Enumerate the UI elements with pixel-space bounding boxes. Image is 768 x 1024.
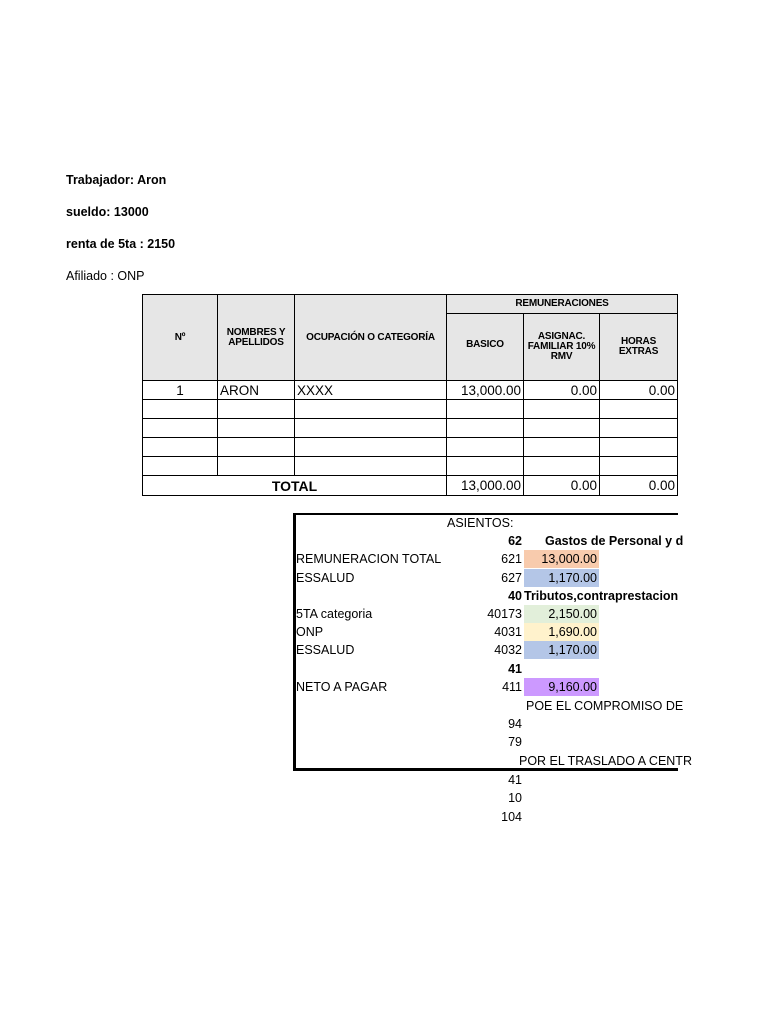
col-header-basico: BASICO xyxy=(446,313,524,381)
entry-amount: 13,000.00 xyxy=(524,550,599,568)
account-code: 104 xyxy=(501,810,522,824)
col-header-asignac: ASIGNAC. FAMILIAR 10% RMV xyxy=(523,313,600,381)
account-code: 40173 xyxy=(487,607,522,621)
entry-amount: 2,150.00 xyxy=(524,605,599,623)
cell-asignac: 0.00 xyxy=(523,380,600,400)
entry-label: 5TA categoria xyxy=(296,607,373,621)
cell-horas: 0.00 xyxy=(599,380,678,400)
asientos-title: ASIENTOS: xyxy=(447,516,514,530)
entry-amount: 1,690.00 xyxy=(524,623,599,641)
entry-label: ONP xyxy=(296,625,324,639)
account-code: 621 xyxy=(501,552,522,566)
account-code: 411 xyxy=(502,680,522,694)
account-code: 627 xyxy=(501,571,522,585)
salary-line: sueldo: 13000 xyxy=(66,205,149,219)
group-header-remuneraciones: REMUNERACIONES xyxy=(446,294,678,314)
fifth-category-tax-line: renta de 5ta : 2150 xyxy=(66,237,176,251)
cell-basico: 13,000.00 xyxy=(446,380,524,400)
account-code: 4032 xyxy=(494,643,522,657)
entry-label: ESSALUD xyxy=(296,571,355,585)
account-description: Tributos,contraprestacion xyxy=(524,589,679,603)
total-label: TOTAL xyxy=(142,475,447,496)
account-code: 94 xyxy=(508,717,522,731)
entry-note: POE EL COMPROMISO DE xyxy=(526,699,684,713)
total-basico: 13,000.00 xyxy=(446,475,524,496)
account-code: 79 xyxy=(508,735,522,749)
total-asignac: 0.00 xyxy=(523,475,600,496)
entry-label: NETO A PAGAR xyxy=(296,680,388,694)
col-header-num: Nº xyxy=(142,294,218,381)
account-code: 41 xyxy=(508,662,522,676)
entry-amount: 9,160.00 xyxy=(524,678,599,696)
cell-num: 1 xyxy=(142,380,218,400)
account-code: 62 xyxy=(508,534,522,548)
entry-amount: 1,170.00 xyxy=(524,569,599,587)
worker-name: Trabajador: Aron xyxy=(66,173,167,187)
entry-amount: 1,170.00 xyxy=(524,641,599,659)
account-description: Gastos de Personal y d xyxy=(545,534,684,548)
total-horas: 0.00 xyxy=(599,475,678,496)
affiliation-line: Afiliado : ONP xyxy=(66,269,145,283)
col-header-ocupacion: OCUPACIÓN O CATEGORÍA xyxy=(294,294,447,381)
account-code: 40 xyxy=(508,589,522,603)
account-code: 10 xyxy=(508,791,522,805)
entry-label: REMUNERACION TOTAL xyxy=(296,552,442,566)
entry-note: POR EL TRASLADO A CENTR xyxy=(519,754,692,768)
col-header-horas: HORAS EXTRAS xyxy=(599,313,678,381)
account-code: 4031 xyxy=(494,625,522,639)
account-code: 41 xyxy=(508,773,522,787)
cell-ocupacion: XXXX xyxy=(294,380,447,400)
entry-label: ESSALUD xyxy=(296,643,355,657)
cell-nombre: ARON xyxy=(217,380,295,400)
col-header-nombres: NOMBRES Y APELLIDOS xyxy=(217,294,295,381)
